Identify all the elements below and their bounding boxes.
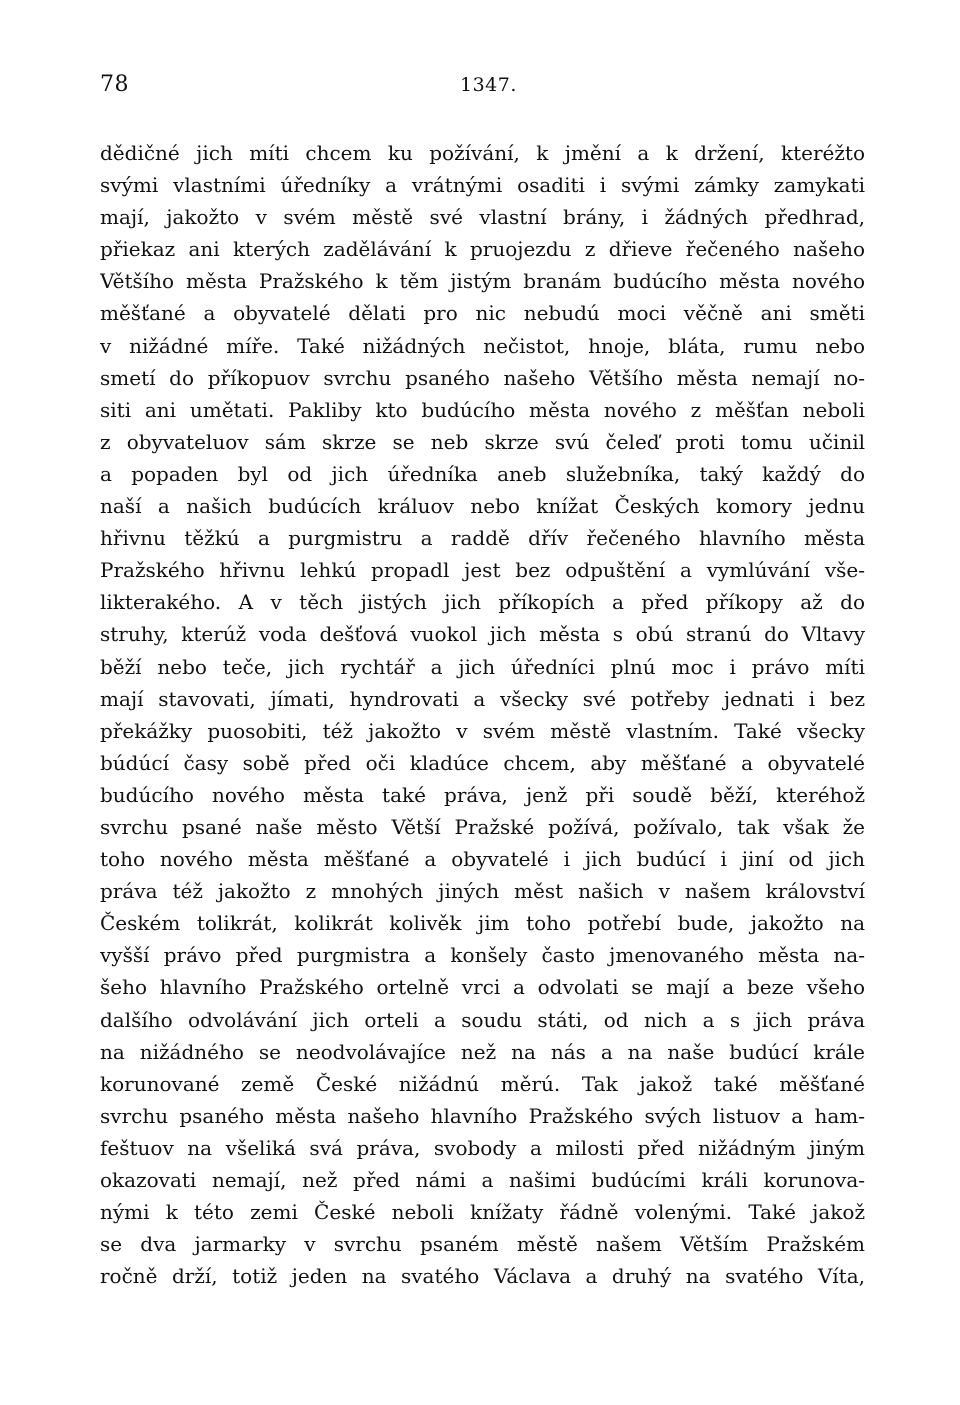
text-line: toho nového města měšťané a obyvatelé i jich budúcí i jiní od jich: [100, 847, 865, 872]
text-line: smetí do příkopuov svrchu psaného našeho Většího města nemají no-: [100, 365, 865, 390]
text-line: korunované země České nižádnú měrú. Tak jakož také měšťané: [100, 1071, 865, 1096]
text-line: Pražského hřivnu lehkú propadl jest bez odpuštění a vymlúvání vše-: [100, 558, 865, 583]
text-line: běží nebo teče, jich rychtář a jich úředníci plnú moc i právo míti: [100, 654, 865, 679]
text-line: naší a našich budúcích králuov nebo knížat Českých komory jednu: [100, 494, 865, 519]
text-line: Většího města Pražského k těm jistým branám budúcího města nového: [100, 269, 865, 294]
text-line: dalšího odvolávání jich orteli a soudu státi, od nich a s jich práva: [100, 1007, 865, 1032]
text-line: se dva jarmarky v svrchu psaném městě našem Větším Pražském: [100, 1232, 865, 1257]
text-line: svrchu psané naše město Větší Pražské požívá, požívalo, tak však že: [100, 814, 865, 839]
text-line: dědičné jich míti chcem ku požívání, k jmění a k držení, kteréžto: [100, 141, 865, 165]
text-line: měšťané a obyvatelé dělati pro nic nebudú moci věčně ani směti: [100, 301, 865, 326]
text-line: přiekaz ani kterých zadělávání k pruojezdu z dřieve řečeného našeho: [100, 237, 865, 262]
text-line: likterakého. A v těch jistých jich příkopích a před příkopy až do: [100, 590, 865, 615]
text-line: struhy, kterúž voda dešťová vuokol jich města s obú stranú do Vltavy: [100, 622, 865, 647]
text-line: v nižádné míře. Také nižádných nečistot, hnoje, bláta, rumu nebo: [100, 333, 865, 358]
text-line: svými vlastními úředníky a vrátnými osaditi i svými zámky zamykati: [100, 173, 865, 198]
text-line: svrchu psaného města našeho hlavního Pražského svých listuov a ham-: [100, 1103, 865, 1128]
text-line: ročně drží, totiž jeden na svatého Václava a druhý na svatého Víta,: [100, 1264, 865, 1289]
text-line: mají, jakožto v svém městě své vlastní brány, i žádných předhrad,: [100, 205, 865, 230]
running-head-year: 1347.: [460, 74, 517, 96]
text-line: Českém tolikrát, kolikrát kolivěk jim toho potřebí bude, jakožto na: [100, 911, 865, 936]
page-number: 78: [100, 72, 129, 97]
text-line: okazovati nemají, než před námi a našimi budúcími králi korunova-: [100, 1168, 865, 1192]
text-line: a popaden byl od jich úředníka aneb služebníka, taký každý do: [100, 461, 865, 486]
text-line: překážky puosobiti, též jakožto v svém městě vlastním. Také všecky: [100, 718, 865, 743]
text-line: hřivnu těžkú a purgmistru a raddě dřív řečeného hlavního města: [100, 526, 865, 551]
text-line: práva též jakožto z mnohých jiných měst našich v našem království: [100, 879, 865, 904]
text-line: vyšší právo před purgmistra a konšely často jmenovaného města na-: [100, 943, 865, 968]
text-line: šeho hlavního Pražského ortelně vrci a odvolati se mají a beze všeho: [100, 975, 865, 1000]
text-line: mají stavovati, jímati, hyndrovati a všecky své potřeby jednati i bez: [100, 686, 865, 711]
text-line: siti ani umětati. Pakliby kto budúcího města nového z měšťan neboli: [100, 397, 865, 422]
text-line: feštuov na všeliká svá práva, svobody a milosti před nižádným jiným: [100, 1135, 865, 1160]
body-text: [100, 137, 865, 1292]
text-line: z obyvateluov sám skrze se neb skrze svú čeleď proti tomu učinil: [100, 429, 865, 454]
text-line: búdúcí časy sobě před oči kladúce chcem, aby měšťané a obyvatelé: [100, 750, 865, 775]
text-line: na nižádného se neodvolávajíce než na nás a na naše budúcí krále: [100, 1039, 865, 1064]
page-header: [100, 72, 865, 106]
text-line: budúcího nového města také práva, jenž při soudě běží, kteréhož: [100, 782, 865, 807]
text-line: nými k této zemi České neboli knížaty řádně volenými. Také jakož: [100, 1200, 865, 1225]
